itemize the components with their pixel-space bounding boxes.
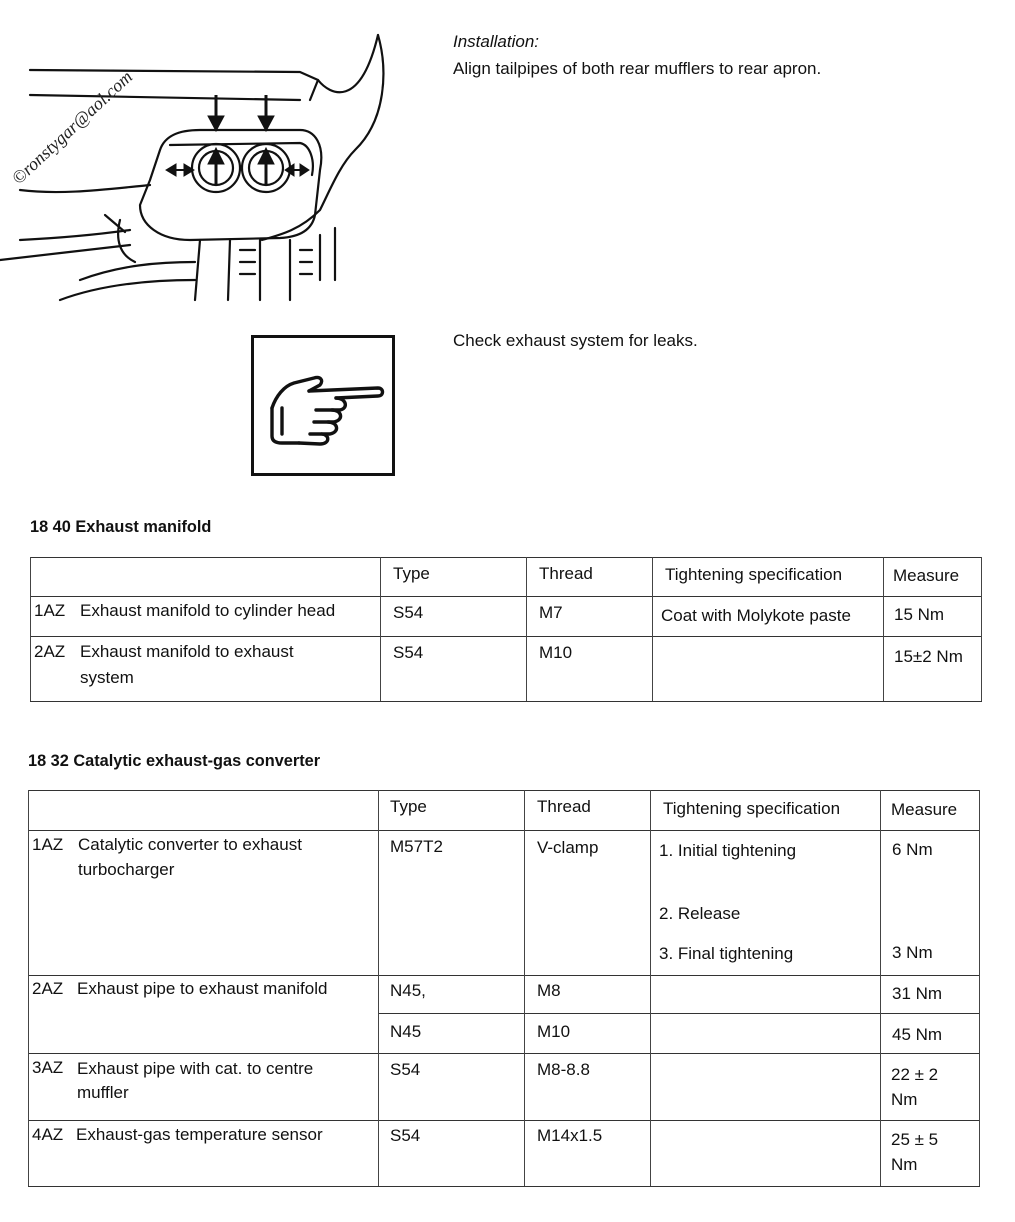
installation-heading: Installation: — [453, 32, 539, 51]
table1-header-type: Type — [393, 564, 430, 583]
table2-row3-thread: M10 — [537, 1022, 571, 1041]
table2-row4-desc-line2: muffler — [77, 1083, 129, 1102]
installation-text: Align tailpipes of both rear mufflers to rear apron. — [453, 59, 822, 78]
table2-row1-spec-step3: 3. Final tightening — [659, 944, 794, 963]
table2-row1-type: M57T2 — [390, 837, 443, 856]
table2-row3-measure: 45 Nm — [892, 1025, 943, 1044]
table1-header-thread: Thread — [539, 564, 593, 583]
table2-header-thread: Thread — [537, 797, 591, 816]
table2-row4-code: 3AZ — [32, 1058, 64, 1077]
watermark: ©ronstygar@aol.com — [7, 66, 137, 189]
table2-row1-desc-line1: Catalytic converter to exhaust — [78, 835, 302, 854]
table2-row1-measure-final: 3 Nm — [892, 943, 933, 962]
table1-row2-type: S54 — [393, 643, 424, 662]
table1-row1-desc: Exhaust manifold to cylinder head — [80, 601, 336, 620]
hint-box — [251, 335, 395, 476]
table2-row1-code: 1AZ — [32, 835, 64, 854]
table2-row4-type: S54 — [390, 1060, 421, 1079]
table2-row2-code: 2AZ — [32, 979, 64, 998]
table2-row4-thread: M8-8.8 — [537, 1060, 590, 1079]
table1-row2-thread: M10 — [539, 643, 573, 662]
table2-row5-thread: M14x1.5 — [537, 1126, 603, 1145]
table2-row4-measure-line1: 22 ± 2 — [891, 1065, 939, 1084]
table2-header-measure: Measure — [891, 800, 958, 819]
table2-row1-desc-line2: turbocharger — [78, 860, 175, 879]
table2-header-type: Type — [390, 797, 427, 816]
table2-title: 18 32 Catalytic exhaust-gas converter — [28, 751, 321, 770]
table1-row2-measure: 15±2 Nm — [894, 647, 963, 666]
table2-row5-code: 4AZ — [32, 1125, 64, 1144]
pointing-hand-icon — [254, 338, 392, 473]
table1-row2-code: 2AZ — [34, 642, 66, 661]
table1-header-measure: Measure — [893, 566, 960, 585]
table2-row2-type: N45, — [390, 981, 426, 1000]
table2-row1-thread: V-clamp — [537, 838, 599, 857]
table1-header-spec: Tightening specification — [665, 565, 843, 584]
table1-row2-desc-line1: Exhaust manifold to exhaust — [80, 642, 294, 661]
table2-row5-type: S54 — [390, 1126, 421, 1145]
table2-row5-desc: Exhaust-gas temperature sensor — [76, 1125, 323, 1144]
table1-row1-thread: M7 — [539, 603, 563, 622]
table2-row1-measure-initial: 6 Nm — [892, 840, 933, 859]
table1-row2-desc-line2: system — [80, 668, 134, 687]
table2-row4-desc-line1: Exhaust pipe with cat. to centre — [77, 1059, 314, 1078]
table2-row5-measure-line1: 25 ± 5 — [891, 1130, 939, 1149]
check-text: Check exhaust system for leaks. — [453, 331, 698, 350]
table1-title: 18 40 Exhaust manifold — [30, 517, 212, 536]
table1-row1-code: 1AZ — [34, 601, 66, 620]
table2-row4-measure-line2: Nm — [891, 1090, 918, 1109]
table1-row1-spec: Coat with Molykote paste — [661, 606, 851, 625]
table2-row1-spec-step1: 1. Initial tightening — [659, 841, 797, 860]
table1-row1-measure: 15 Nm — [894, 605, 945, 624]
table2-row5-measure-line2: Nm — [891, 1155, 918, 1174]
table1-row1-type: S54 — [393, 603, 424, 622]
table2-row2-desc: Exhaust pipe to exhaust manifold — [77, 979, 328, 998]
table2-row1-spec-step2: 2. Release — [659, 904, 741, 923]
table2-row2-thread: M8 — [537, 981, 561, 1000]
table2-header-spec: Tightening specification — [663, 799, 841, 818]
table2-row3-type: N45 — [390, 1022, 422, 1041]
table2-row2-measure: 31 Nm — [892, 984, 943, 1003]
